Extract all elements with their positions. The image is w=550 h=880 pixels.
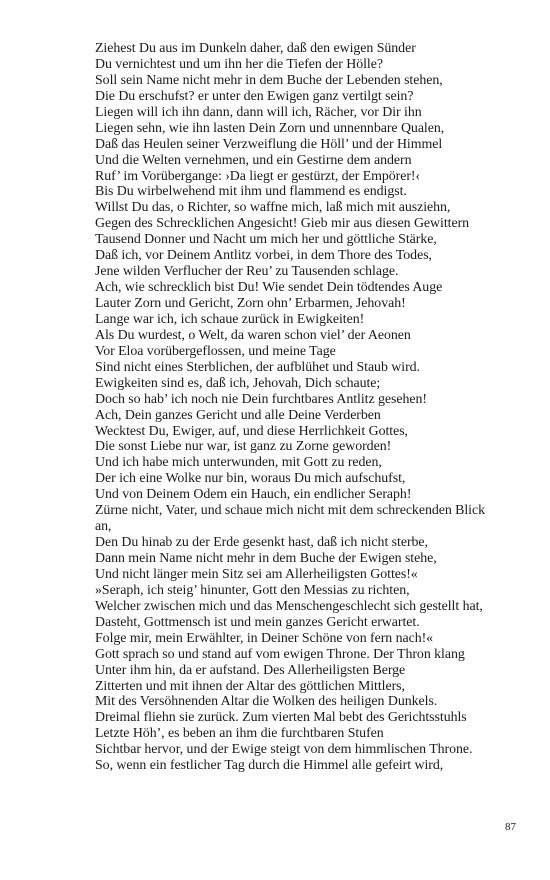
verse-line: Bis Du wirbelwehend mit ihm und flammend es endigst. bbox=[95, 184, 407, 200]
verse-line: Sichtbar hervor, und der Ewige steigt von dem himmlischen Throne. bbox=[95, 742, 473, 758]
verse-line: Liegen will ich ihn dann, dann will ich, Rächer, vor Dir ihn bbox=[95, 104, 422, 120]
verse-line: Ewigkeiten sind es, daß ich, Jehovah, Dich schaute; bbox=[95, 375, 381, 391]
verse-line: Dreimal fliehn sie zurück. Zum vierten Mal bebt des Gerichtsstuhls bbox=[95, 710, 467, 726]
verse-line: Ach, Dein ganzes Gericht und alle Deine Verderben bbox=[95, 407, 381, 423]
verse-line: Unter ihm hin, da er aufstand. Des Allerheiligsten Berge bbox=[95, 662, 406, 678]
verse-line: Willst Du das, o Richter, so waffne mich, laß mich mit ausziehn, bbox=[95, 200, 451, 216]
verse-line: Vor Eloa vorübergeflossen, und meine Tage bbox=[95, 343, 336, 359]
verse-line: Ziehest Du aus im Dunkeln daher, daß den ewigen Sünder bbox=[95, 41, 416, 56]
verse-line: Soll sein Name nicht mehr in dem Buche der Lebenden stehen, bbox=[95, 72, 443, 88]
verse-line: Sind nicht eines Sterblichen, der aufblühet und Staub wird. bbox=[95, 359, 420, 375]
verse-line: Letzte Höh’, es beben an ihm die furchtbaren Stufen bbox=[95, 726, 384, 742]
verse-line: Den Du hinab zu der Erde gesenkt hast, daß ich nicht sterbe, bbox=[95, 535, 428, 551]
verse-line: Liegen sehn, wie ihn lasten Dein Zorn und unnennbare Qualen, bbox=[95, 120, 445, 136]
verse-line: Mit des Versöhnenden Altar die Wolken des heiligen Dunkels. bbox=[95, 694, 438, 710]
verse-line: Doch so hab’ ich noch nie Dein furchtbares Antlitz gesehen! bbox=[95, 391, 427, 407]
verse-line: Daß das Heulen seiner Verzweiflung die Höll’ und der Himmel bbox=[95, 136, 443, 152]
verse-line: Und die Welten vernehmen, und ein Gestirne dem andern bbox=[95, 152, 412, 168]
verse-line: Zürne nicht, Vater, und schaue mich nicht mit dem schreckenden Blick bbox=[95, 503, 486, 519]
verse-line: Der ich eine Wolke nur bin, woraus Du mich aufschufst, bbox=[95, 471, 406, 487]
verse-line: Und von Deinem Odem ein Hauch, ein endlicher Seraph! bbox=[95, 487, 412, 503]
page-number: 87 bbox=[505, 821, 516, 833]
verse-line: Ruf’ im Vorübergange: ›Da liegt er gestürzt, der Empörer!‹ bbox=[95, 168, 421, 184]
verse-line: So, wenn ein festlicher Tag durch die Himmel alle gefeirt wird, bbox=[95, 758, 444, 774]
verse-line: Du vernichtest und um ihn her die Tiefen der Hölle? bbox=[95, 56, 383, 72]
verse-line: Folge mir, mein Erwählter, in Deiner Schöne von fern nach!« bbox=[95, 630, 434, 646]
poem-text-block bbox=[95, 41, 525, 774]
verse-line: Und ich habe mich unterwunden, mit Gott zu reden, bbox=[95, 455, 382, 471]
verse-line: Jene wilden Verflucher der Reu’ zu Tausenden schlage. bbox=[95, 264, 399, 280]
verse-line: Lange war ich, ich schaue zurück in Ewigkeiten! bbox=[95, 311, 365, 327]
verse-line: Gott sprach so und stand auf vom ewigen Throne. Der Thron klang bbox=[95, 646, 465, 662]
verse-line: Welcher zwischen mich und das Menschengeschlecht sich gestellt hat, bbox=[95, 598, 483, 614]
verse-line: Lauter Zorn und Gericht, Zorn ohn’ Erbarmen, Jehovah! bbox=[95, 296, 406, 311]
verse-line: Und nicht länger mein Sitz sei am Allerheiligsten Gottes!« bbox=[95, 566, 418, 582]
verse-line: Daß ich, vor Deinem Antlitz vorbei, in dem Thore des Todes, bbox=[95, 248, 432, 264]
verse-line: Ach, wie schrecklich bist Du! Wie sendet Dein tödtendes Auge bbox=[95, 280, 443, 296]
verse-line: Dann mein Name nicht mehr in dem Buche der Ewigen stehe, bbox=[95, 551, 437, 566]
verse-line: »Seraph, ich steig’ hinunter, Gott den Messias zu richten, bbox=[95, 582, 410, 598]
verse-line: Dasteht, Gottmensch ist und mein ganzes Gericht erwartet. bbox=[95, 614, 420, 630]
verse-line: Die sonst Liebe nur war, ist ganz zu Zorne geworden! bbox=[95, 439, 392, 455]
verse-line: Als Du wurdest, o Welt, da waren schon viel’ der Aeonen bbox=[95, 327, 411, 343]
verse-line: Wecktest Du, Ewiger, auf, und diese Herrlichkeit Gottes, bbox=[95, 423, 408, 439]
verse-line: Die Du erschufst? er unter den Ewigen ganz vertilgt sein? bbox=[95, 88, 414, 104]
verse-line: Gegen des Schrecklichen Angesicht! Gieb mir aus diesen Gewittern bbox=[95, 216, 470, 232]
verse-line: an, bbox=[95, 519, 112, 535]
verse-line: Zitterten und mit ihnen der Altar des göttlichen Mittlers, bbox=[95, 678, 405, 694]
verse-line: Tausend Donner und Nacht um mich her und göttliche Stärke, bbox=[95, 232, 437, 248]
